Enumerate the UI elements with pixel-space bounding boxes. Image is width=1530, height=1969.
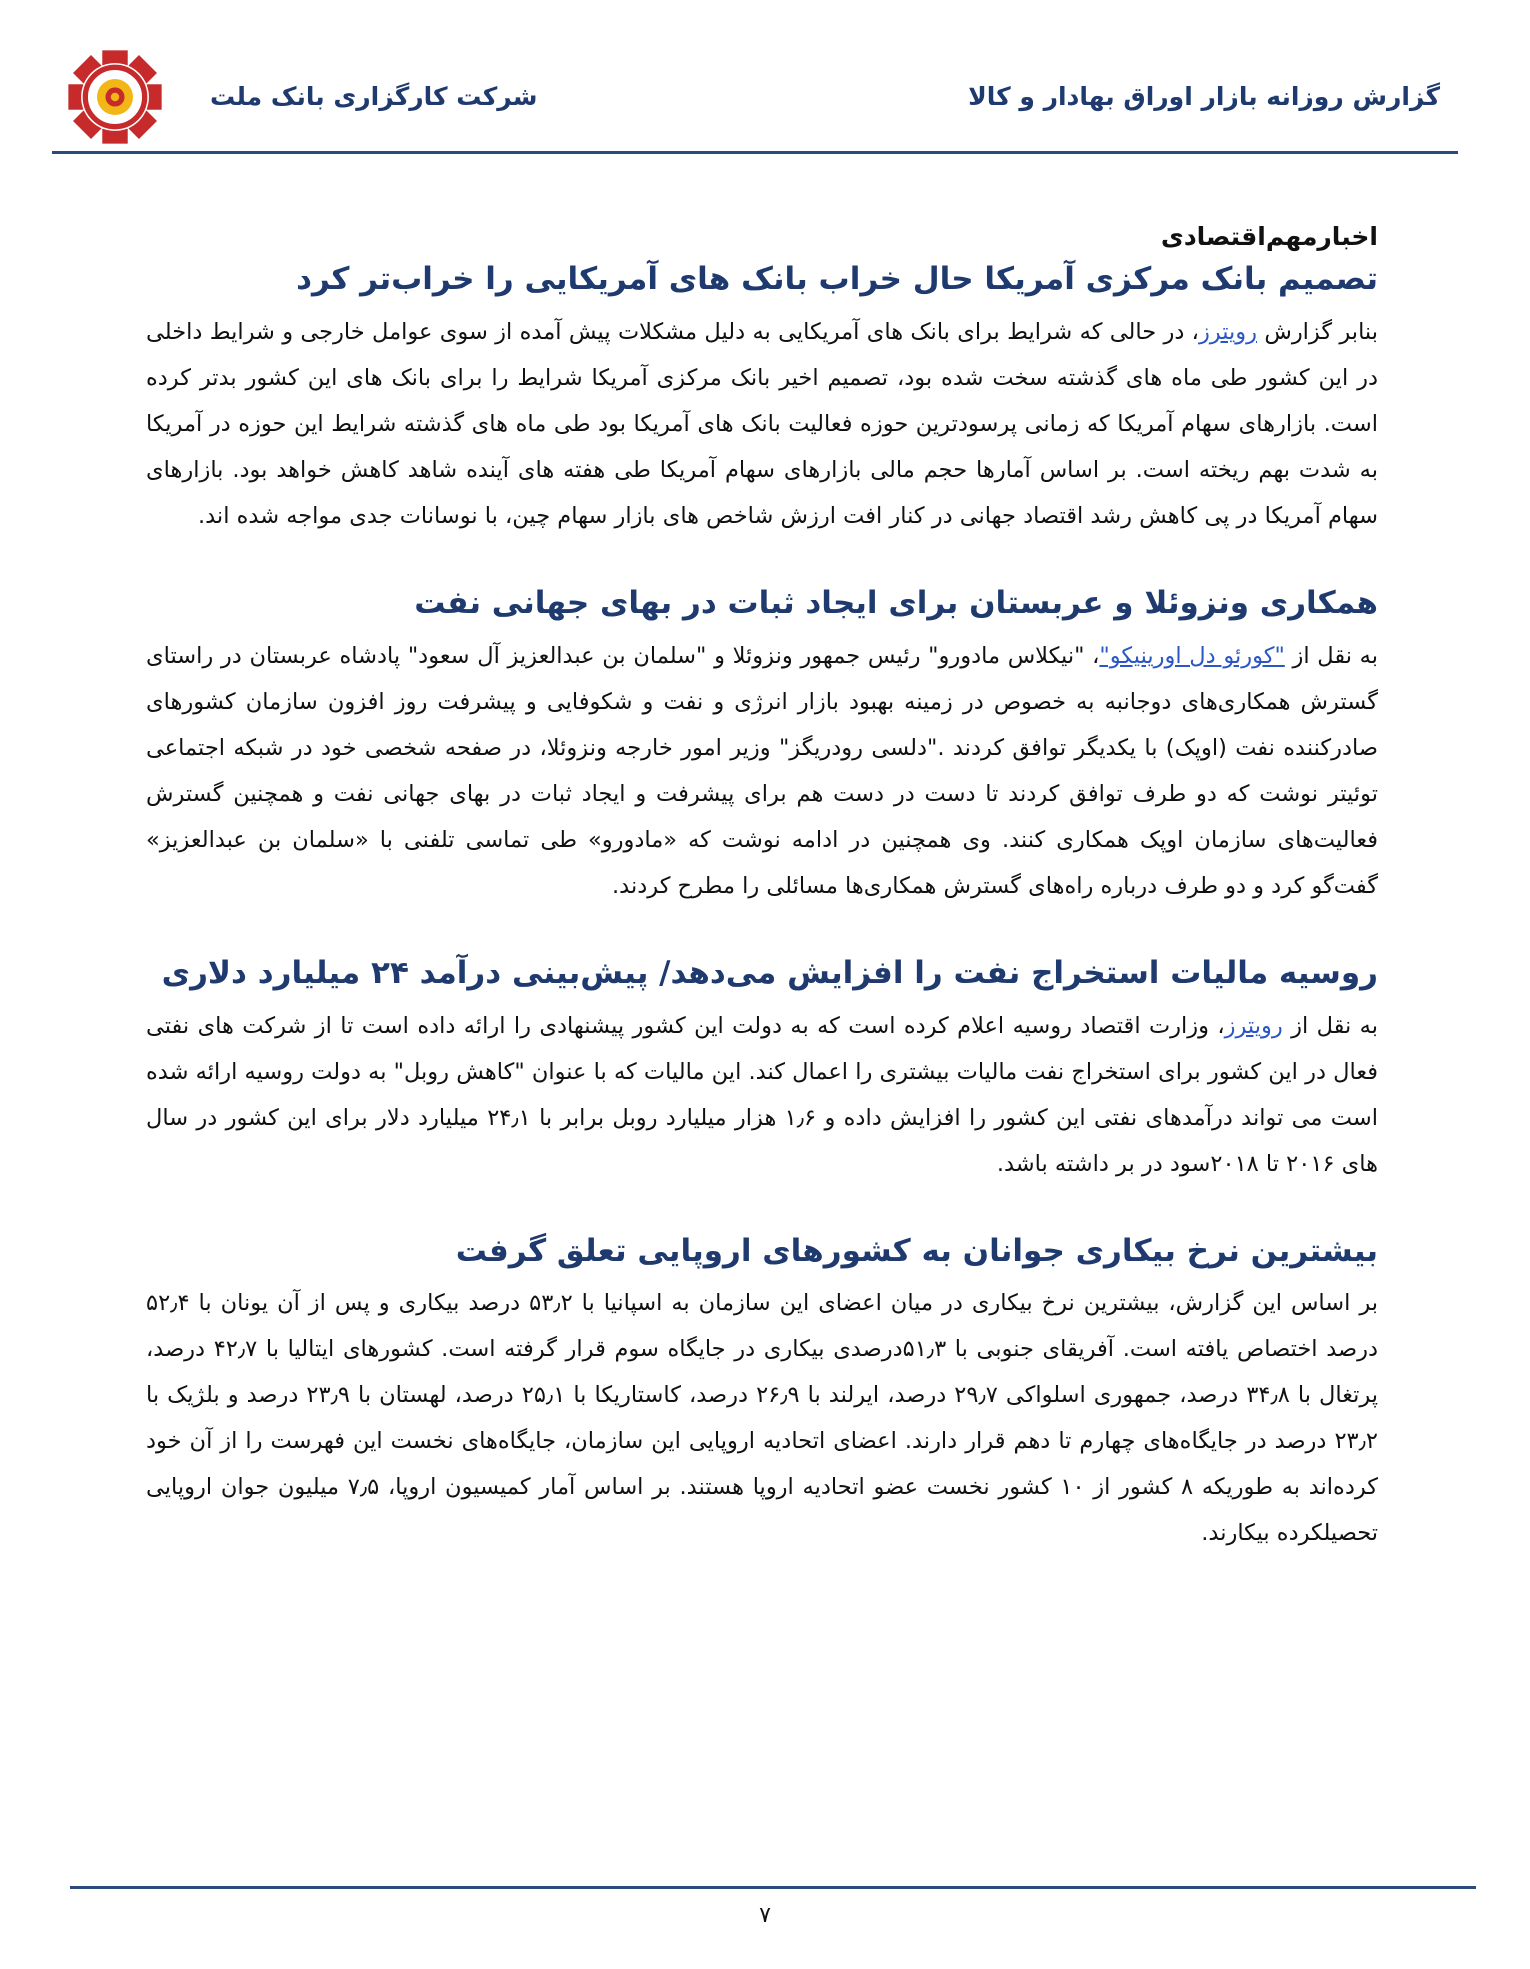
footer-divider bbox=[70, 1886, 1476, 1889]
article-body-text: ، وزارت اقتصاد روسیه اعلام کرده است که به دولت این کشور پیشنهادی را ارائه داده است تا از شرکت های نفتی فعال در این کشور برای استخراج نفت مالیات بیشتری را اعمال کند. این مالیات که با عنوان "کاهش روبل" به دولت روسیه ارائه شده است می تواند درآمدهای نفتی این کشور را افزایش داده و ۱٫۶ هزار میلیارد روبل برابر با ۲۴٫۱ میلیارد دلار برای این کشور در سال های ۲۰۱۶ تا ۲۰۱۸سود در بر داشته باشد. bbox=[146, 1012, 1379, 1177]
article-title: بیشترین نرخ بیکاری جوانان به کشورهای اروپایی تعلق گرفت bbox=[455, 1232, 1378, 1269]
bank-mellat-logo-icon bbox=[62, 44, 168, 150]
article-body bbox=[146, 1003, 1378, 1187]
company-name: شرکت کارگزاری بانک ملت bbox=[210, 82, 538, 111]
article bbox=[146, 259, 1378, 539]
page-content bbox=[146, 222, 1378, 1600]
page-header bbox=[0, 0, 1530, 160]
article-body-intro: به نقل از bbox=[1284, 642, 1378, 669]
article-title: تصمیم بانک مرکزی آمریکا حال خراب بانک های آمریکایی را خراب‌تر کرد bbox=[296, 261, 1378, 297]
article bbox=[146, 953, 1378, 1187]
article-title: روسیه مالیات استخراج نفت را افزایش می‌دهد/ پیش‌بینی درآمد ۲۴ میلیارد دلاری bbox=[161, 954, 1378, 991]
article-body bbox=[146, 309, 1378, 539]
header-divider bbox=[52, 151, 1458, 154]
article-body-text: بر اساس این گزارش، بیشترین نرخ بیکاری در میان اعضای این سازمان به اسپانیا با ۵۳٫۲ درصد بیکاری و پس از آن یونان با ۵۲٫۴ درصد اختصاص یافته است. آفریقای جنوبی با ۵۱٫۳درصدی بیکاری در جایگاه سوم قرار گرفته است. کشورهای ایتالیا با ۴۲٫۷ درصد، پرتغال با ۳۴٫۸ درصد، جمهوری اسلواکی ۲۹٫۷ درصد، ایرلند با ۲۶٫۹ درصد، کاستاریکا با ۲۵٫۱ درصد، لهستان با ۲۳٫۹ درصد و بلژیک با ۲۳٫۲ درصد در جایگاه‌های چهارم تا دهم قرار دارند. اعضای اتحادیه اروپایی این سازمان، جایگاه‌های نخست این فهرست را از آن خود کرده‌اند به طوریکه ۸ کشور از ۱۰ کشور نخست عضو اتحادیه اروپا هستند. بر اساس آمار کمیسیون اروپا، ۷٫۵ میلیون جوان اروپایی تحصیلکرده بیکارند. bbox=[146, 1290, 1379, 1547]
article-body-text: ، "نیکلاس مادورو" رئیس جمهور ونزوئلا و "سلمان بن عبدالعزیز آل سعود" پادشاه عربستان در راستای گسترش همکاری‌های دوجانبه به خصوص در زمینه بهبود بازار انرژی و نفت و شکوفایی و پیشرفت روز افزون سازمان کشورهای صادرکننده نفت (اوپک) با یکدیگر توافق کردند ."دلسی رودریگز" وزیر امور خارجه ونزوئلا، در صفحه شخصی خود در شبکه اجتماعی توئیتر نوشت که دو طرف توافق کردند تا دست در دست هم برای پیشرفت و ایجاد ثبات در بهای جهانی نفت و همچنین گسترش فعالیت‌های سازمان اوپک همکاری کنند. وی همچنین در ادامه نوشت که «مادورو» طی تماسی تلفنی با «سلمان بن عبدالعزیز» گفت‌گو کرد و دو طرف درباره راه‌های گسترش همکاری‌ها مسائلی را مطرح کردند. bbox=[146, 642, 1378, 899]
source-link[interactable]: رویترز bbox=[1224, 1012, 1283, 1039]
report-title: گزارش روزانه بازار اوراق بهادار و کالا bbox=[968, 82, 1440, 111]
article bbox=[146, 583, 1378, 909]
article-body bbox=[146, 1280, 1378, 1556]
article bbox=[146, 1231, 1378, 1557]
source-link[interactable]: رویترز bbox=[1198, 318, 1258, 345]
article-body-intro: به نقل از bbox=[1282, 1012, 1378, 1039]
page-number: ۷ bbox=[759, 1903, 771, 1928]
article-body-text: ، در حالی که شرایط برای بانک های آمریکایی به دلیل مشکلات پیش آمده از سوی عوامل خارجی و شرایط داخلی در این کشور طی ماه های گذشته سخت شده بود، تصمیم اخیر بانک مرکزی آمریکا شرایط را برای بانک های این کشور بدتر کرده است. بازارهای سهام آمریکا که زمانی پرسودترین حوزه فعالیت بانک های آمریکا بود طی ماه های گذشته شرایط این حوزه در آمریکا به شدت بهم ریخته است. بر اساس آمارها حجم مالی بازارهای سهام آمریکا طی هفته های آینده شاهد کاهش خواهد بود. بازارهای سهام آمریکا در پی کاهش رشد اقتصاد جهانی در کنار افت ارزش شاخص های بازار سهام چین، با نوسانات جدی مواجه شده اند. bbox=[146, 318, 1378, 529]
section-kicker: اخبارمهم‌اقتصادی bbox=[1160, 222, 1378, 251]
article-title: همکاری ونزوئلا و عربستان برای ایجاد ثبات در بهای جهانی نفت bbox=[414, 584, 1378, 621]
source-link[interactable]: "کورئو دل اورینیکو" bbox=[1099, 642, 1285, 669]
article-body bbox=[146, 633, 1378, 909]
article-body-intro: بنابر گزارش bbox=[1257, 318, 1378, 345]
